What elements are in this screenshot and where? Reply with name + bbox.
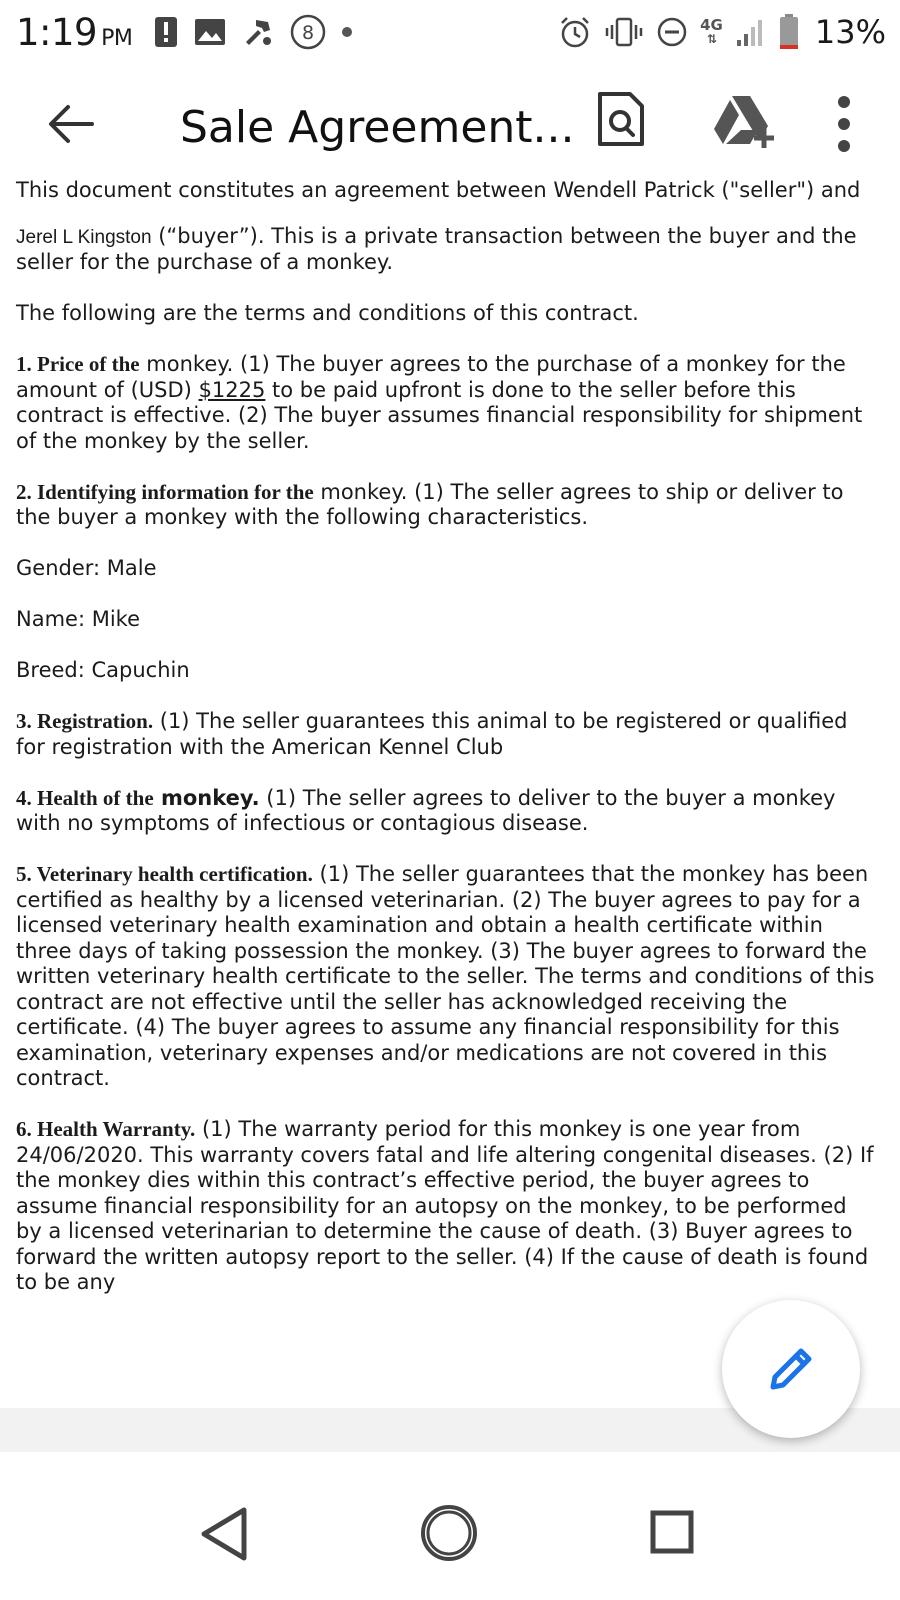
document-title: Sale Agreement... — [180, 102, 575, 153]
lte-icon: 4G ⇅ — [700, 16, 723, 46]
section-heading: 6. Health Warranty. — [16, 1117, 196, 1141]
terms-intro: The following are the terms and conditions of this contract. — [16, 301, 639, 325]
system-icons — [558, 13, 886, 51]
section-price: 1. Price of the monkey. (1) The buyer agrees to the purchase of a monkey for the amount of (USD) $1225 to be paid upfront is done to the seller before this contract is effective. (2) The buyer assumes financial responsibility for shipment of the monkey by the seller. — [16, 352, 863, 453]
vibrate-icon — [604, 17, 644, 47]
notification-icons — [154, 14, 352, 50]
battery-icon — [779, 14, 799, 50]
status-time: 1:19 PM — [16, 10, 133, 54]
eight-badge-icon — [290, 14, 326, 50]
app-bar — [0, 64, 900, 192]
dnd-icon — [656, 16, 688, 48]
back-arrow-icon[interactable] — [44, 98, 96, 150]
name-line: Name: Mike — [16, 607, 140, 631]
section-heading: 1. Price of the — [16, 352, 140, 376]
status-bar — [0, 0, 900, 64]
battery-percentage: 13% — [814, 13, 886, 51]
buyer-name: Jerel L Kingston — [16, 226, 152, 248]
dot-icon — [342, 27, 352, 37]
section-heading: 4. Health of the — [16, 785, 154, 810]
nav-back-icon[interactable] — [198, 1506, 250, 1562]
find-in-doc-icon[interactable] — [596, 90, 646, 148]
gender-line: Gender: Male — [16, 556, 157, 580]
section-heading: 2. Identifying information for the — [16, 479, 314, 504]
section-heading: 3. Registration. — [16, 709, 154, 733]
edit-pencil-icon — [763, 1341, 819, 1397]
document-content — [16, 178, 876, 1321]
section-registration: 3. Registration. (1) The seller guarantees this animal to be registered or qualified for registration with the American Kennel Club — [16, 709, 848, 759]
section-identifying-info: 2. Identifying information for the monkey. (1) The seller agrees to ship or deliver to the buyer a monkey with the following characteristics. — [16, 479, 844, 529]
document-viewer[interactable] — [0, 178, 900, 1410]
price-value: $1225 — [198, 377, 266, 402]
section-health: 4. Health of the monkey. (1) The seller agrees to deliver to the buyer a monkey with no symptoms of infectious or contagious disease. — [16, 785, 836, 835]
section-heading: 5. Veterinary health certification. — [16, 862, 313, 886]
section-veterinary: 5. Veterinary health certification. (1) The seller guarantees that the monkey has been certified as healthy by a licensed veterinarian. (2) The buyer agrees to pay for a licensed veterinary health examination and obtain a health certificate within three days of taking possession the monkey. (3) The buyer agrees to forward the written veterinary health certificate to the seller. The terms and conditions of this contract are not effective until the seller has acknowledged receiving the certificate. (4) The buyer agrees to assume any financial responsibility for this examination, veterinary expenses and/or medications are not covered in this contract. — [16, 862, 875, 1090]
system-nav-bar — [0, 1452, 900, 1600]
edit-fab-button[interactable] — [722, 1300, 860, 1438]
nav-home-icon[interactable] — [420, 1504, 478, 1562]
signal-icon — [735, 16, 767, 48]
intro-paragraph: Jerel L Kingston (“buyer”). This is a private transaction between the buyer and the seller for the purchase of a monkey. — [16, 223, 857, 274]
more-vert-icon[interactable] — [834, 94, 854, 154]
nav-recents-icon[interactable] — [650, 1510, 694, 1554]
alarm-icon — [558, 15, 592, 49]
image-icon — [194, 18, 226, 46]
alert-icon — [154, 16, 178, 48]
section-warranty: 6. Health Warranty. (1) The warranty period for this monkey is one year from 24/06/2020. This warranty covers fatal and life altering congenital diseases. (2) If the monkey dies within this contract’s effective period, the buyer agrees to assume financial responsibility for an autopsy on the monkey, to be performed by a licensed veterinarian to determine the cause of death. (3) Buyer agrees to forward the written autopsy report to the seller. (4) If the cause of death is found to be any — [16, 1117, 874, 1294]
svg-text:8: 8 — [302, 22, 315, 44]
breed-line: Breed: Capuchin — [16, 658, 190, 682]
tools-icon — [242, 16, 274, 48]
drive-add-icon[interactable] — [712, 94, 776, 150]
partial-top-line: This document constitutes an agreement between Wendell Patrick ("seller") and — [16, 178, 861, 202]
